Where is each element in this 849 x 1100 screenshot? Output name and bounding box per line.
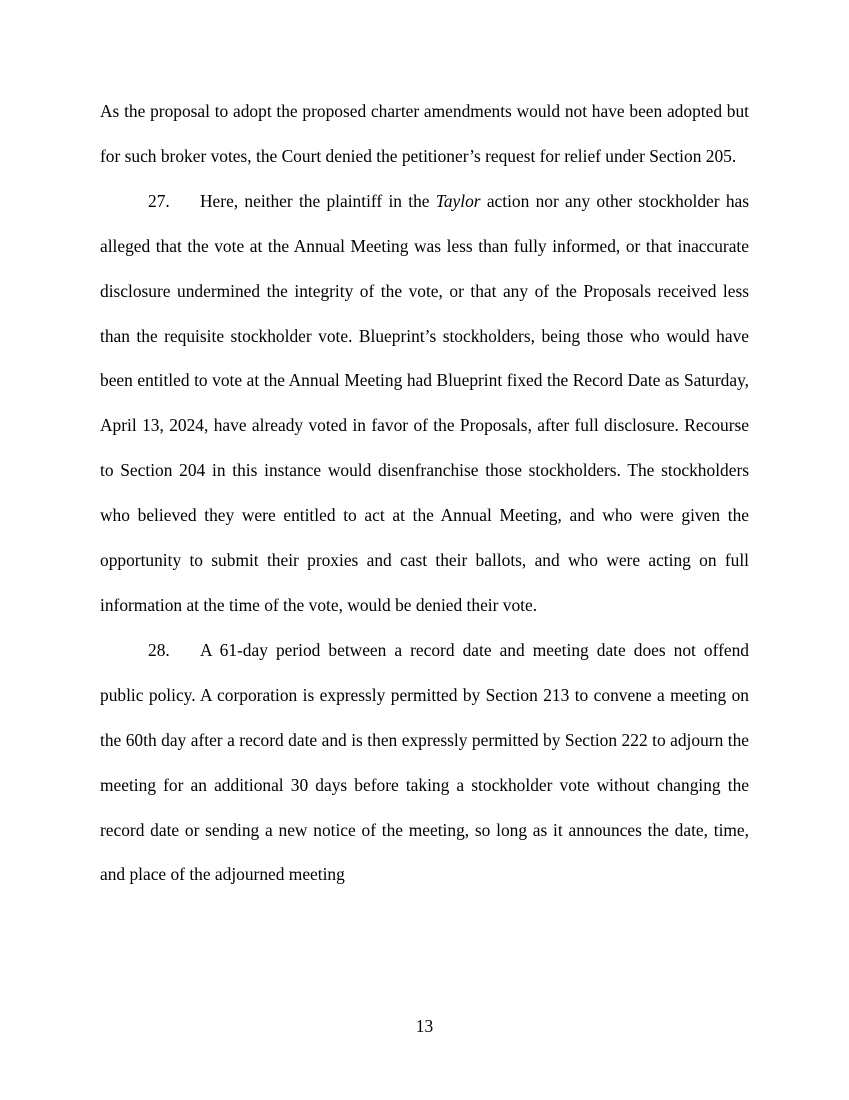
paragraph-text-before: Here, neither the plaintiff in the	[200, 190, 436, 211]
case-name-italic: Taylor	[435, 190, 481, 211]
paragraph-number: 27.	[148, 190, 170, 211]
paragraph-27	[100, 179, 749, 628]
paragraph-text-after: action nor any other stockholder has alleged that the vote at the Annual Meeting was less than fully informed, or that inaccurate disclosure undermined the integrity of the vote, or that any of the Proposals received less than the requisite stockholder vote. Blueprint’s stockholders, being those who would have been entitled to vote at the Annual Meeting had Blueprint fixed the Record Date as Saturday, April 13, 2024, have already voted in favor of the Proposals, after full disclosure. Recourse to Section 204 in this instance would disenfranchise those stockholders. The stockholders who believed they were entitled to act at the Annual Meeting, and who were given the opportunity to submit their proxies and cast their ballots, and who were acting on full information at the time of the vote, would be denied their vote.	[100, 190, 750, 615]
body-text	[100, 89, 749, 897]
paragraph-text: A 61-day period between a record date and meeting date does not offend public policy. A corporation is expressly permitted by Section 213 to convene a meeting on the 60th day after a record date and is then expressly permitted by Section 222 to adjourn the meeting for an additional 30 days before taking a stockholder vote without changing the record date or sending a new notice of the meeting, so long as it announces the date, time, and place of the adjourned meeting	[100, 639, 749, 885]
paragraph-28	[100, 628, 749, 897]
paragraph-text: As the proposal to adopt the proposed charter amendments would not have been adopted but for such broker votes, the Court denied the petitioner’s request for relief under Section 205.	[100, 101, 749, 166]
paragraph-continuation	[100, 89, 749, 179]
page-number: 13	[415, 1016, 434, 1036]
paragraph-number: 28.	[148, 639, 170, 660]
